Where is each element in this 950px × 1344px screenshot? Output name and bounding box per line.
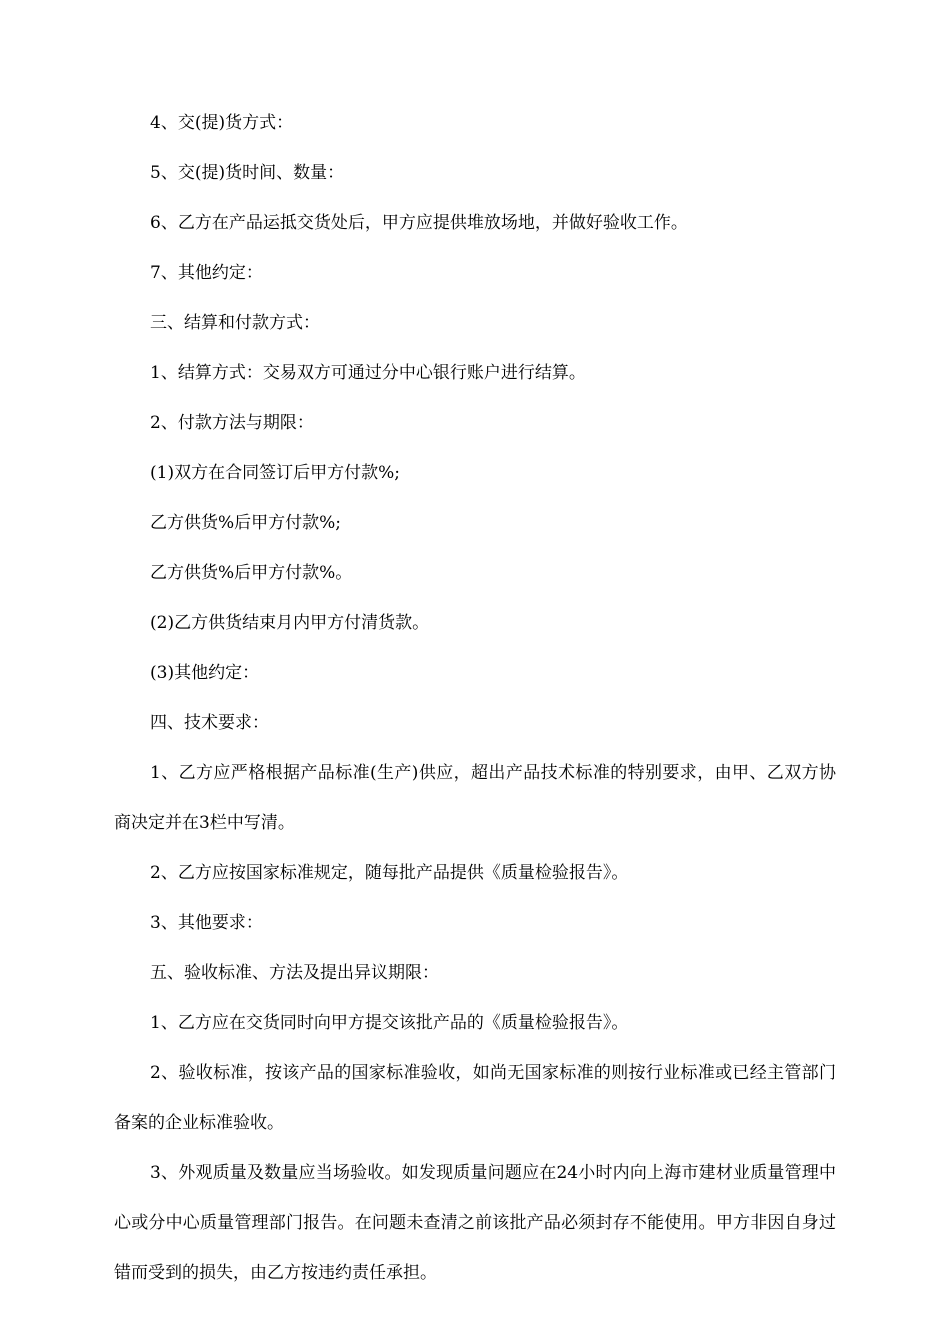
paragraph-technical-2: 2、乙方应按国家标准规定，随每批产品提供《质量检验报告》。 <box>150 863 629 883</box>
section-heading-settlement: 三、结算和付款方式： <box>150 313 320 333</box>
section-heading-acceptance: 五、验收标准、方法及提出异议期限： <box>150 963 439 983</box>
section-heading-technical: 四、技术要求： <box>150 713 269 733</box>
paragraph-technical-3: 3、其他要求： <box>150 913 263 933</box>
paragraph-delivery-method: 4、交(提)货方式： <box>150 113 294 133</box>
paragraph-payment-terms: 2、付款方法与期限： <box>150 413 314 433</box>
paragraph-technical-1: 1、乙方应严格根据产品标准(生产)供应，超出产品技术标准的特别要求，由甲、乙双方协商决定并在3栏中写清。 <box>114 763 836 833</box>
paragraph-delivery-time-quantity: 5、交(提)货时间、数量： <box>150 163 345 183</box>
paragraph-acceptance-3: 3、外观质量及数量应当场验收。如发现质量问题应在24小时内向上海市建材业质量管理中心或分中心质量管理部门报告。在问题未查清之前该批产品必须封存不能使用。甲方非因自身过错而受到的损失，由乙方按违约责任承担。 <box>114 1163 836 1283</box>
paragraph-payment-item-1b: 乙方供货%后甲方付款%; <box>150 513 342 533</box>
paragraph-settlement-method: 1、结算方式：交易双方可通过分中心银行账户进行结算。 <box>150 363 586 383</box>
paragraph-payment-item-3: (3)其他约定： <box>150 663 260 683</box>
paragraph-storage-inspection: 6、乙方在产品运抵交货处后，甲方应提供堆放场地，并做好验收工作。 <box>150 213 688 233</box>
paragraph-acceptance-2: 2、验收标准，按该产品的国家标准验收，如尚无国家标准的则按行业标准或已经主管部门备案的企业标准验收。 <box>114 1063 836 1133</box>
paragraph-other-agreement-1: 7、其他约定： <box>150 263 263 283</box>
paragraph-payment-item-2: (2)乙方供货结束月内甲方付清货款。 <box>150 613 430 633</box>
document-page <box>114 98 836 1298</box>
paragraph-acceptance-1: 1、乙方应在交货同时向甲方提交该批产品的《质量检验报告》。 <box>150 1013 629 1033</box>
paragraph-payment-item-1c: 乙方供货%后甲方付款%。 <box>150 563 353 583</box>
paragraph-payment-item-1: (1)双方在合同签订后甲方付款%; <box>150 463 400 483</box>
